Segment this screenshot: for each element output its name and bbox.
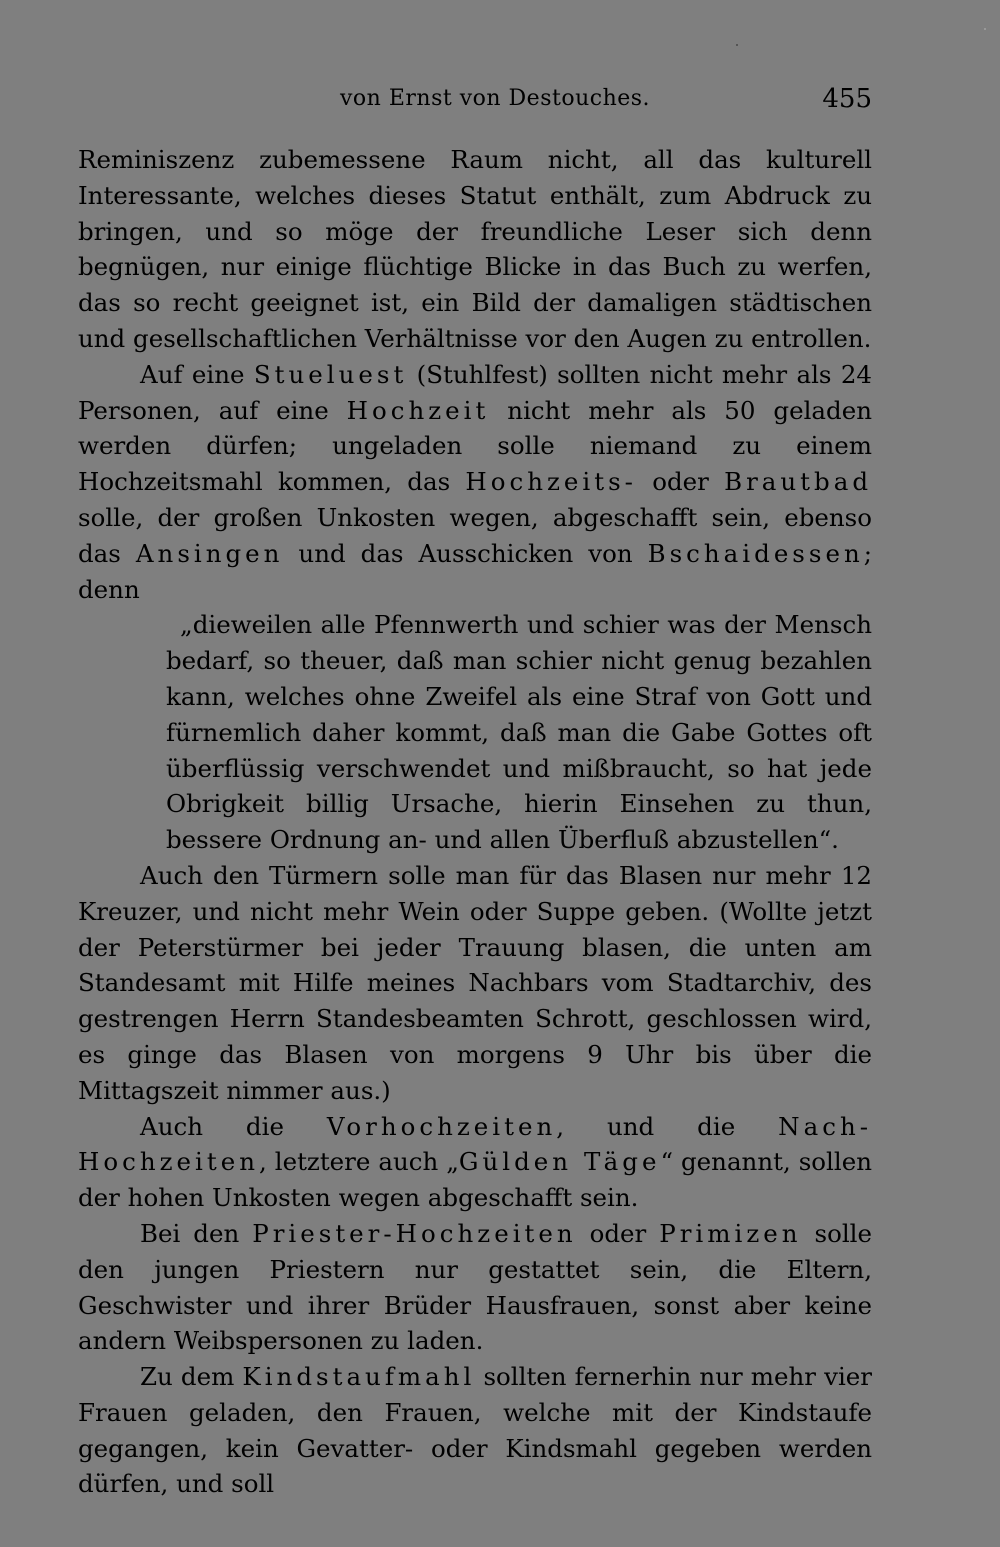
text-run: , und die bbox=[556, 1111, 779, 1141]
text-run: (Stuhlfest) sollten nicht mehr als 24 Personen, auf eine bbox=[78, 359, 873, 425]
page-number: 455 bbox=[822, 84, 872, 114]
emphasis-hochzeits: Hochzeits- bbox=[465, 467, 637, 497]
emphasis-nach-hochzeiten: Nach-Hochzeiten bbox=[78, 1111, 872, 1177]
emphasis-primizen: Primizen bbox=[659, 1218, 802, 1248]
text-run: “ genannt, sollen der hohen Unkosten wegen abgeschafft sein. bbox=[78, 1147, 872, 1213]
emphasis-ansingen: Ansingen bbox=[135, 538, 284, 568]
text-run: Bei den bbox=[140, 1218, 253, 1248]
emphasis-bschaidessen: Bschaidessen bbox=[647, 538, 864, 568]
paragraph-1: Reminiszenz zubemessene Raum nicht, all das kulturell Interessante, welches dieses Statut enthält, zum Abdruck zu bringen, und so möge der freundliche Leser sich denn begnügen, nur einige flüchtige Blicke in das Buch zu werfen, das so recht geeignet ist, ein Bild der damaligen städtischen und gesellschaftlichen Verhältnisse vor den Augen zu entrollen. bbox=[78, 145, 872, 353]
paragraph-6 bbox=[78, 1359, 872, 1502]
text-run: Ausschicken bbox=[418, 538, 574, 568]
block-quote: „dieweilen alle Pfennwerth und schier was der Mensch bedarf, so theuer, daß man schier nicht genug bezahlen kann, welches ohne Zweifel als eine Straf von Gott und fürnemlich daher kommt, daß man die Gabe Gottes oft überflüssig verschwendet und mißbraucht, so hat jede Obrigkeit billig Ursache, hierin Einsehen zu thun, bessere Ordnung an- und allen Überfluß abzustellen“. bbox=[166, 610, 872, 855]
text-run: ; denn bbox=[78, 538, 873, 604]
emphasis-guelden-taege: Gülden Täge bbox=[458, 1147, 661, 1177]
emphasis-priester-hochzeiten: Priester-Hochzeiten bbox=[252, 1218, 577, 1248]
emphasis-kindstaufmahl: Kindstaufmahl bbox=[242, 1362, 476, 1392]
text-run: Auf eine bbox=[140, 359, 254, 389]
text-run: solle den jungen Priestern nur gestattet sein, die Eltern, Geschwister und ihrer Brüder Hausfrauen, sonst aber keine andern Weibspersonen zu laden. bbox=[78, 1218, 872, 1356]
text-run: und das bbox=[283, 538, 419, 568]
emphasis-hochzeit: Hochzeit bbox=[346, 395, 490, 425]
paragraph-4 bbox=[78, 1109, 872, 1216]
text-run: sollten fernerhin nur mehr vier Frauen geladen, den Frauen, welche mit der Kindstaufe gegangen, kein Gevatter- oder Kindsmahl gegeben werden dürfen, und soll bbox=[78, 1362, 872, 1499]
text-run: von bbox=[573, 538, 648, 568]
scan-speck bbox=[736, 44, 738, 46]
text-run: nicht mehr als 50 geladen werden dürfen; ungeladen solle niemand zu einem Hochzeitsmahl kommen, das bbox=[78, 395, 872, 497]
paragraph-5 bbox=[78, 1216, 872, 1359]
text-run: oder bbox=[576, 1218, 660, 1248]
text-run: solle, der großen Unkosten wegen, abgeschafft sein, ebenso das bbox=[78, 502, 872, 568]
scan-speck bbox=[984, 28, 986, 30]
body-text bbox=[78, 142, 872, 1502]
header-title: von Ernst von Destouches. bbox=[340, 86, 651, 111]
running-header bbox=[78, 86, 872, 126]
paragraph-3: Auch den Türmern solle man für das Blasen nur mehr 12 Kreuzer, und nicht mehr Wein oder Suppe geben. (Wollte jetzt der Peterstürmer bei jeder Trauung blasen, die unten am Standesamt mit Hilfe meines Nachbars vom Stadtarchiv, des gestrengen Herrn Standesbeamten Schrott, geschlossen wird, es ginge das Blasen von morgens 9 Uhr bis über die Mittagszeit nimmer aus.) bbox=[78, 860, 872, 1105]
text-run: oder bbox=[636, 467, 725, 497]
text-run: , letztere auch „ bbox=[258, 1147, 459, 1177]
paragraph-2 bbox=[78, 357, 872, 608]
text-run: Zu dem bbox=[140, 1362, 243, 1392]
text-run: Auch die bbox=[140, 1111, 327, 1141]
emphasis-brautbad: Brautbad bbox=[724, 467, 872, 497]
emphasis-vorhochzeiten: Vorhochzeiten bbox=[326, 1111, 557, 1141]
emphasis-stueluest: Stueluest bbox=[253, 359, 408, 389]
